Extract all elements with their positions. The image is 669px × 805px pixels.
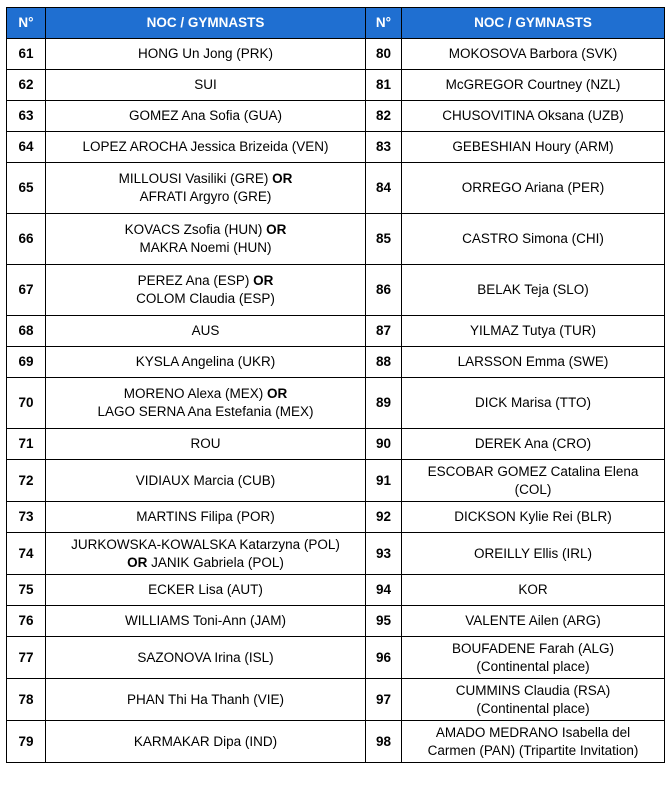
gymnast-cell xyxy=(402,606,665,637)
table-row xyxy=(7,265,665,316)
gymnast-name: (Continental place) xyxy=(476,658,590,674)
table-row xyxy=(7,101,665,132)
entry-number: 87 xyxy=(366,316,402,347)
gymnast-cell xyxy=(402,163,665,214)
entry-number: 78 xyxy=(7,679,46,721)
entry-number: 79 xyxy=(7,721,46,763)
entry-number: 76 xyxy=(7,606,46,637)
gymnast-name: ORREGO Ariana (PER) xyxy=(461,180,605,195)
or-label: OR xyxy=(267,386,288,401)
gymnast-name: (Continental place) xyxy=(476,700,590,716)
gymnast-name: (COL) xyxy=(514,481,552,497)
gymnast-cell xyxy=(46,575,366,606)
table-row xyxy=(7,70,665,101)
gymnast-name: BELAK Teja (SLO) xyxy=(477,282,589,297)
gymnast-name: MORENO Alexa (MEX) xyxy=(123,386,264,401)
table-row xyxy=(7,679,665,721)
gymnast-name: KOR xyxy=(518,582,548,597)
table-row xyxy=(7,460,665,502)
entry-number: 62 xyxy=(7,70,46,101)
table-row xyxy=(7,606,665,637)
table-row xyxy=(7,347,665,378)
gymnast-cell xyxy=(46,214,366,265)
gymnast-name: VIDIAUX Marcia (CUB) xyxy=(135,472,276,488)
gymnast-name: SAZONOVA Irina (ISL) xyxy=(137,649,274,665)
table-row xyxy=(7,429,665,460)
gymnast-cell xyxy=(402,429,665,460)
gymnast-cell xyxy=(402,316,665,347)
gymnast-cell xyxy=(46,637,366,679)
entry-number: 93 xyxy=(366,533,402,575)
entry-number: 94 xyxy=(366,575,402,606)
gymnast-name: LARSSON Emma (SWE) xyxy=(457,354,609,369)
entry-number: 98 xyxy=(366,721,402,763)
header-gymnasts-left: NOC / GYMNASTS xyxy=(46,8,366,39)
gymnast-name: GOMEZ Ana Sofia (GUA) xyxy=(128,108,283,123)
entry-number: 92 xyxy=(366,502,402,533)
gymnast-name: VALENTE Ailen (ARG) xyxy=(465,613,601,628)
or-label: OR xyxy=(266,222,287,237)
gymnast-name: CASTRO Simona (CHI) xyxy=(462,231,604,246)
gymnast-name: CHUSOVITINA Oksana (UZB) xyxy=(442,108,624,123)
header-number-left: N° xyxy=(7,8,46,39)
gymnast-name: BOUFADENE Farah (ALG) xyxy=(451,640,615,656)
table-row xyxy=(7,575,665,606)
gymnast-cell xyxy=(402,575,665,606)
gymnast-cell xyxy=(402,533,665,575)
gymnast-cell xyxy=(402,637,665,679)
entry-number: 90 xyxy=(366,429,402,460)
gymnast-cell xyxy=(46,70,366,101)
table-row xyxy=(7,721,665,763)
gymnast-name: MAKRA Noemi (HUN) xyxy=(139,240,272,255)
gymnast-cell xyxy=(46,533,366,575)
gymnast-cell xyxy=(46,347,366,378)
gymnast-name: DICK Marisa (TTO) xyxy=(474,395,591,410)
gymnast-cell xyxy=(402,70,665,101)
table-row xyxy=(7,533,665,575)
entry-number: 77 xyxy=(7,637,46,679)
entry-number: 73 xyxy=(7,502,46,533)
gymnast-name: LAGO SERNA Ana Estefania (MEX) xyxy=(97,404,314,419)
entry-number: 66 xyxy=(7,214,46,265)
entry-number: 83 xyxy=(366,132,402,163)
gymnast-name: AUS xyxy=(191,323,220,338)
gymnast-name: MILLOUSI Vasiliki (GRE) xyxy=(118,171,269,186)
gymnast-cell xyxy=(46,429,366,460)
gymnast-name: WILLIAMS Toni-Ann (JAM) xyxy=(124,613,287,628)
gymnast-cell xyxy=(46,132,366,163)
gymnast-name: DICKSON Kylie Rei (BLR) xyxy=(454,509,612,524)
gymnast-name: YILMAZ Tutya (TUR) xyxy=(469,323,596,338)
gymnast-cell xyxy=(46,265,366,316)
or-label: OR xyxy=(127,554,148,570)
gymnast-name: GEBESHIAN Houry (ARM) xyxy=(452,139,614,154)
gymnast-cell xyxy=(402,721,665,763)
gymnast-cell xyxy=(46,606,366,637)
entry-number: 96 xyxy=(366,637,402,679)
gymnast-cell xyxy=(402,378,665,429)
table-body xyxy=(7,39,665,763)
entry-number: 89 xyxy=(366,378,402,429)
gymnast-name: SUI xyxy=(194,77,217,92)
gymnast-name: AFRATI Argyro (GRE) xyxy=(139,189,272,204)
gymnast-name: KOVACS Zsofia (HUN) xyxy=(124,222,263,237)
gymnast-name: ROU xyxy=(190,436,221,451)
gymnast-name: JURKOWSKA-KOWALSKA Katarzyna (POL) xyxy=(71,536,340,552)
gymnast-name: ECKER Lisa (AUT) xyxy=(148,582,263,597)
gymnast-name: COLOM Claudia (ESP) xyxy=(136,291,275,306)
entry-number: 72 xyxy=(7,460,46,502)
entry-number: 63 xyxy=(7,101,46,132)
table-row xyxy=(7,39,665,70)
entry-number: 86 xyxy=(366,265,402,316)
header-number-right: N° xyxy=(366,8,402,39)
entry-number: 85 xyxy=(366,214,402,265)
gymnast-name: PEREZ Ana (ESP) xyxy=(137,273,250,288)
gymnast-name: MOKOSOVA Barbora (SVK) xyxy=(448,46,618,61)
table-row xyxy=(7,214,665,265)
gymnast-cell xyxy=(46,163,366,214)
or-label: OR xyxy=(272,171,293,186)
entry-number: 82 xyxy=(366,101,402,132)
gymnast-name: PHAN Thi Ha Thanh (VIE) xyxy=(126,691,285,707)
entry-number: 91 xyxy=(366,460,402,502)
entry-number: 97 xyxy=(366,679,402,721)
gymnast-cell xyxy=(46,316,366,347)
gymnast-cell xyxy=(46,39,366,70)
gymnast-cell xyxy=(402,132,665,163)
table-row xyxy=(7,637,665,679)
gymnast-name: HONG Un Jong (PRK) xyxy=(137,46,274,61)
entry-number: 65 xyxy=(7,163,46,214)
entry-number: 81 xyxy=(366,70,402,101)
gymnast-name: KYSLA Angelina (UKR) xyxy=(135,354,276,369)
entry-number: 95 xyxy=(366,606,402,637)
gymnast-cell xyxy=(402,460,665,502)
entry-number: 84 xyxy=(366,163,402,214)
gymnast-name: Carmen (PAN) (Tripartite Invitation) xyxy=(427,742,639,758)
gymnast-cell xyxy=(46,101,366,132)
gymnast-cell xyxy=(402,265,665,316)
gymnast-name: JANIK Gabriela (POL) xyxy=(151,554,284,570)
gymnast-name: ESCOBAR GOMEZ Catalina Elena xyxy=(427,463,639,479)
gymnast-name: MARTINS Filipa (POR) xyxy=(136,509,275,524)
entry-number: 67 xyxy=(7,265,46,316)
gymnast-cell xyxy=(402,214,665,265)
table-row xyxy=(7,316,665,347)
gymnast-name: DEREK Ana (CRO) xyxy=(474,436,592,451)
entry-number: 64 xyxy=(7,132,46,163)
gymnast-cell xyxy=(46,460,366,502)
entry-number: 75 xyxy=(7,575,46,606)
gymnast-cell xyxy=(402,502,665,533)
gymnast-cell xyxy=(46,679,366,721)
entry-number: 80 xyxy=(366,39,402,70)
entry-number: 70 xyxy=(7,378,46,429)
gymnast-name: LOPEZ AROCHA Jessica Brizeida (VEN) xyxy=(82,139,329,154)
table-row xyxy=(7,502,665,533)
gymnast-name: AMADO MEDRANO Isabella del xyxy=(435,724,631,740)
header-row xyxy=(7,8,665,39)
entry-number: 74 xyxy=(7,533,46,575)
entry-number: 61 xyxy=(7,39,46,70)
entry-number: 68 xyxy=(7,316,46,347)
table-row xyxy=(7,132,665,163)
gymnast-name: OREILLY Ellis (IRL) xyxy=(473,545,593,561)
gymnast-cell xyxy=(402,39,665,70)
gymnast-cell xyxy=(46,378,366,429)
gymnast-cell xyxy=(46,721,366,763)
gymnast-cell xyxy=(402,101,665,132)
or-label: OR xyxy=(253,273,274,288)
entry-number: 69 xyxy=(7,347,46,378)
gymnasts-table xyxy=(6,7,665,763)
gymnast-name: KARMAKAR Dipa (IND) xyxy=(133,733,278,749)
gymnast-cell xyxy=(402,679,665,721)
entry-number: 88 xyxy=(366,347,402,378)
entry-number: 71 xyxy=(7,429,46,460)
gymnast-cell xyxy=(402,347,665,378)
table-row xyxy=(7,163,665,214)
gymnast-name: McGREGOR Courtney (NZL) xyxy=(445,77,621,92)
gymnast-name: CUMMINS Claudia (RSA) xyxy=(455,682,611,698)
header-gymnasts-right: NOC / GYMNASTS xyxy=(402,8,665,39)
table-row xyxy=(7,378,665,429)
gymnast-cell xyxy=(46,502,366,533)
